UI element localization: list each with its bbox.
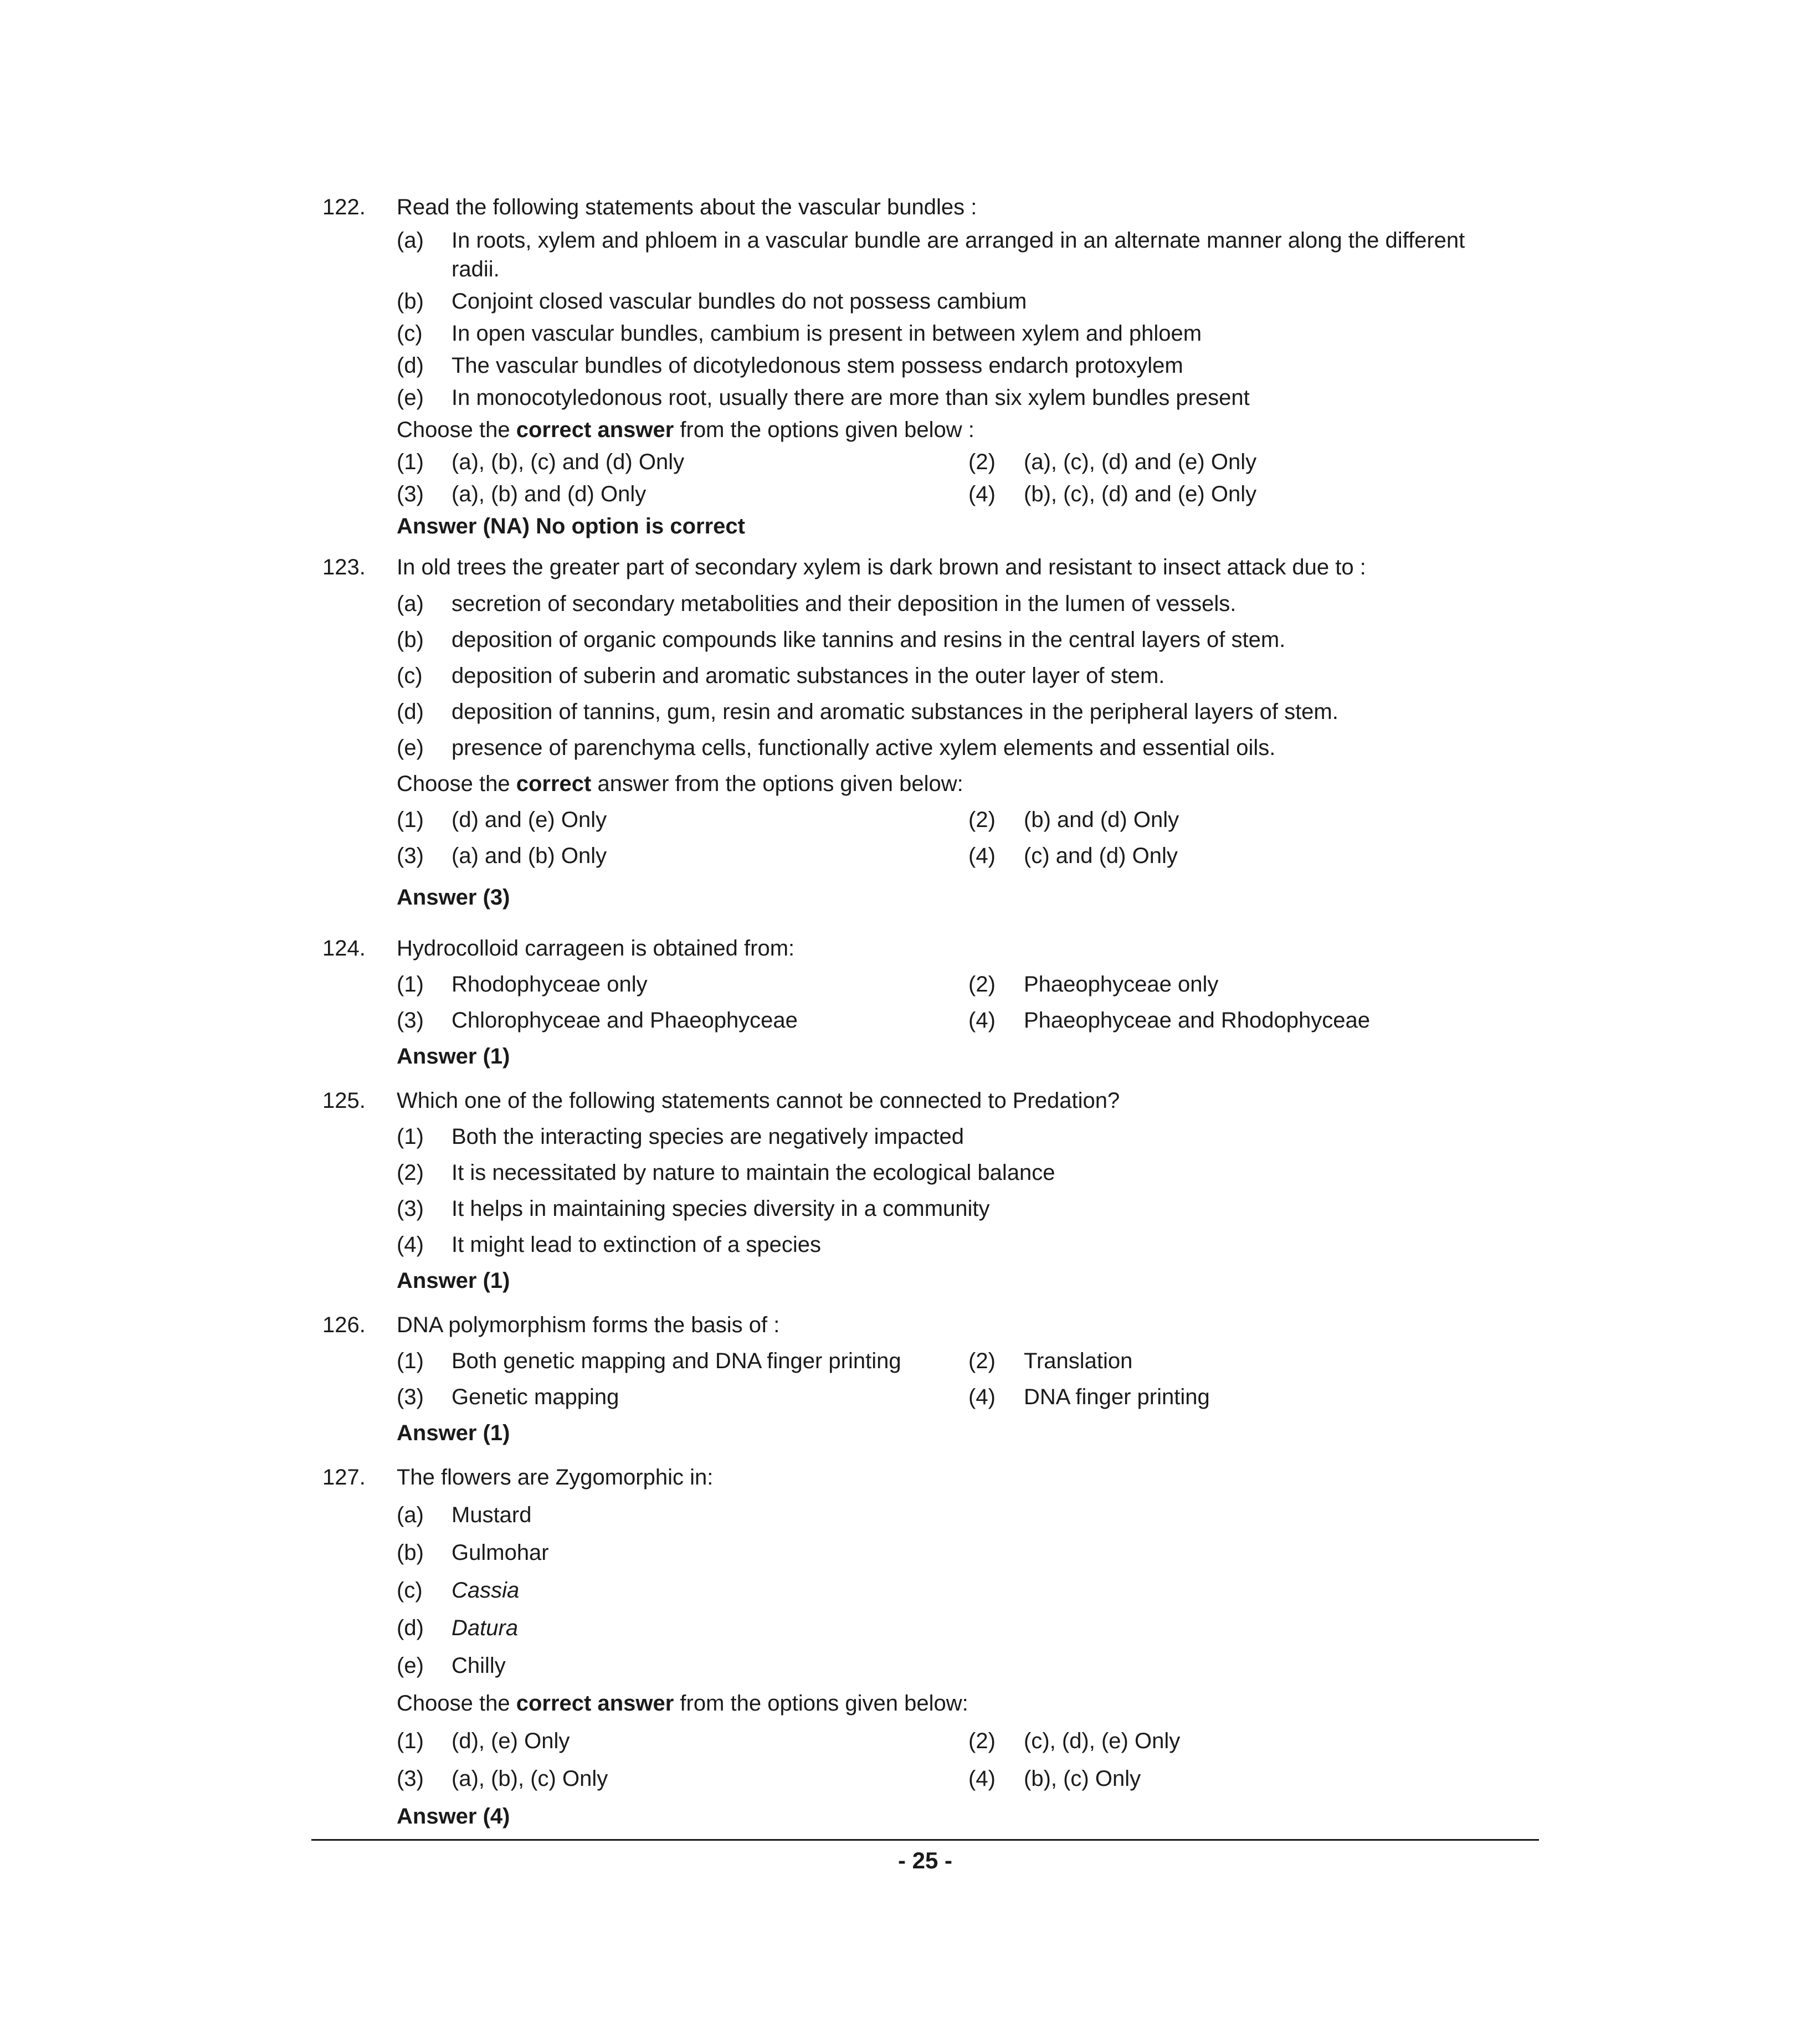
option-text: Genetic mapping <box>452 1385 619 1409</box>
choose-bold: correct answer <box>516 1691 674 1716</box>
option-label: (4) <box>968 1385 996 1409</box>
option-text: (a), (b) and (d) Only <box>452 482 647 506</box>
choose-post: answer from the options given below: <box>591 772 963 796</box>
option-text: (a) and (b) Only <box>452 844 607 868</box>
question-stem: DNA polymorphism forms the basis of : <box>397 1313 780 1337</box>
statement-label: (b) <box>397 628 424 652</box>
option-label: (3) <box>397 844 424 868</box>
statement-text: Mustard <box>452 1503 532 1527</box>
statement-text: The vascular bundles of dicotyledonous stem possess endarch protoxylem <box>452 353 1183 378</box>
statement-label: (e) <box>397 386 424 410</box>
statement-text: secretion of secondary metabolities and their deposition in the lumen of vessels. <box>452 592 1237 616</box>
option-text: It is necessitated by nature to maintain the ecological balance <box>452 1160 1055 1185</box>
option-label: (1) <box>397 450 424 474</box>
option-label: (1) <box>397 1729 424 1753</box>
option-label: (2) <box>968 450 996 474</box>
question-number: 127. <box>322 1465 366 1490</box>
option-text: (b) and (d) Only <box>1024 808 1179 832</box>
option-text: (c) and (d) Only <box>1024 844 1178 868</box>
option-label: (4) <box>968 844 996 868</box>
option-text: Both genetic mapping and DNA finger printing <box>452 1349 901 1373</box>
option-text: (d), (e) Only <box>452 1729 570 1753</box>
option-text: (c), (d), (e) Only <box>1024 1729 1181 1753</box>
choose-bold: correct <box>516 772 592 796</box>
option-text: (a), (c), (d) and (e) Only <box>1024 450 1257 474</box>
question-number: 124. <box>322 936 366 961</box>
option-label: (2) <box>968 808 996 832</box>
option-label: (2) <box>968 1349 996 1373</box>
option-label: (1) <box>397 808 424 832</box>
choose-bold: correct answer <box>516 418 674 442</box>
statement-text: deposition of organic compounds like tannins and resins in the central layers of stem. <box>452 628 1286 652</box>
option-label: (4) <box>968 1008 996 1033</box>
statement-label: (b) <box>397 1540 424 1565</box>
option-text: Phaeophyceae only <box>1024 972 1219 997</box>
option-label: (4) <box>968 1766 996 1791</box>
option-label: (1) <box>397 1349 424 1373</box>
question-number: 125. <box>322 1088 366 1113</box>
option-label: (1) <box>397 972 424 997</box>
statement-label: (c) <box>397 1578 423 1603</box>
option-label: (2) <box>968 1729 996 1753</box>
statement-text: In monocotyledonous root, usually there are more than six xylem bundles present <box>452 386 1250 410</box>
option-label: (2) <box>397 1160 424 1185</box>
option-text: (a), (b), (c) Only <box>452 1766 608 1791</box>
statement-text: Chilly <box>452 1653 506 1678</box>
option-label: (3) <box>397 1385 424 1409</box>
question-stem: In old trees the greater part of secondary xylem is dark brown and resistant to insect attack due to : <box>397 555 1366 579</box>
option-text: Rhodophyceae only <box>452 972 648 997</box>
statement-label: (c) <box>397 321 423 346</box>
statement-label: (d) <box>397 700 424 724</box>
question-stem: The flowers are Zygomorphic in: <box>397 1465 714 1490</box>
choose-post: from the options given below : <box>674 418 974 442</box>
question-stem: Read the following statements about the vascular bundles : <box>397 195 977 219</box>
statement-label: (d) <box>397 1616 424 1640</box>
option-label: (4) <box>397 1232 424 1257</box>
option-text: DNA finger printing <box>1024 1385 1210 1409</box>
statement-label: (d) <box>397 353 424 378</box>
statement-label: (a) <box>397 592 424 616</box>
answer: Answer (1) <box>397 1421 510 1445</box>
answer: Answer (1) <box>397 1044 510 1069</box>
statement-text: Cassia <box>452 1578 520 1603</box>
page-number: - 25 - <box>897 1847 953 1873</box>
option-label: (3) <box>397 1766 424 1791</box>
question-number: 122. <box>322 195 366 219</box>
answer: Answer (4) <box>397 1804 510 1829</box>
statement-text: presence of parenchyma cells, functionally active xylem elements and essential oils. <box>452 736 1276 760</box>
choose-pre: Choose the <box>397 772 516 796</box>
choose-post: from the options given below: <box>674 1691 968 1716</box>
option-text: Phaeophyceae and Rhodophyceae <box>1024 1008 1370 1033</box>
statement-label: (a) <box>397 228 424 253</box>
choose-pre: Choose the <box>397 418 516 442</box>
option-text: (b), (c), (d) and (e) Only <box>1024 482 1257 506</box>
option-text: Both the interacting species are negatively impacted <box>452 1124 964 1149</box>
option-text: It helps in maintaining species diversity in a community <box>452 1196 990 1221</box>
option-text: Translation <box>1024 1349 1133 1373</box>
statement-text: Conjoint closed vascular bundles do not possess cambium <box>452 289 1027 314</box>
option-label: (3) <box>397 1196 424 1221</box>
question-stem: Hydrocolloid carrageen is obtained from: <box>397 936 795 961</box>
statement-text: radii. <box>452 257 500 281</box>
option-text: It might lead to extinction of a species <box>452 1232 822 1257</box>
option-label: (1) <box>397 1124 424 1149</box>
statement-label: (e) <box>397 736 424 760</box>
option-text: Chlorophyceae and Phaeophyceae <box>452 1008 798 1033</box>
option-label: (4) <box>968 482 996 506</box>
statement-label: (e) <box>397 1653 424 1678</box>
statement-text: In open vascular bundles, cambium is present in between xylem and phloem <box>452 321 1202 346</box>
answer: Answer (NA) No option is correct <box>397 514 745 538</box>
option-label: (3) <box>397 482 424 506</box>
statement-label: (a) <box>397 1503 424 1527</box>
option-text: (d) and (e) Only <box>452 808 607 832</box>
question-number: 123. <box>322 555 366 579</box>
statement-text: Datura <box>452 1616 519 1640</box>
option-text: (b), (c) Only <box>1024 1766 1141 1791</box>
statement-text: deposition of suberin and aromatic substances in the outer layer of stem. <box>452 664 1165 688</box>
option-label: (3) <box>397 1008 424 1033</box>
statement-text: Gulmohar <box>452 1540 549 1565</box>
question-stem: Which one of the following statements cannot be connected to Predation? <box>397 1088 1120 1113</box>
answer: Answer (3) <box>397 885 510 910</box>
statement-label: (b) <box>397 289 424 314</box>
option-label: (2) <box>968 972 996 997</box>
question-number: 126. <box>322 1313 366 1337</box>
answer: Answer (1) <box>397 1268 510 1293</box>
option-text: (a), (b), (c) and (d) Only <box>452 450 685 474</box>
statement-label: (c) <box>397 664 423 688</box>
footer-divider <box>311 1839 1539 1841</box>
choose-pre: Choose the <box>397 1691 516 1716</box>
statement-text: deposition of tannins, gum, resin and aromatic substances in the peripheral layers of stem. <box>452 700 1338 724</box>
statement-text: In roots, xylem and phloem in a vascular bundle are arranged in an alternate manner along the different <box>452 228 1465 253</box>
